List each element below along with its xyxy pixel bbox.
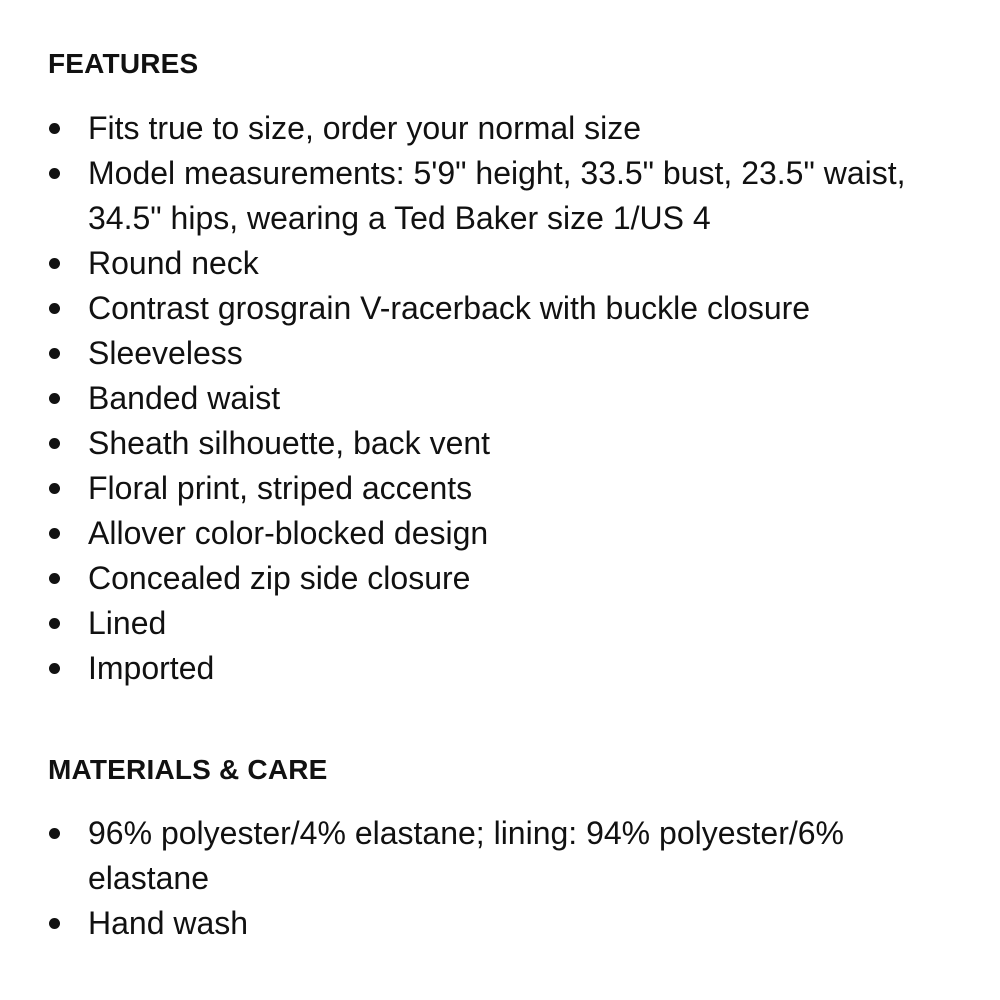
bullet-icon xyxy=(49,258,60,269)
bullet-icon xyxy=(49,303,60,314)
bullet-icon xyxy=(49,348,60,359)
feature-text: Allover color-blocked design xyxy=(88,515,489,551)
feature-item-waist xyxy=(0,376,1000,421)
feature-text: Imported xyxy=(88,650,215,686)
bullet-icon xyxy=(49,393,60,404)
features-list xyxy=(0,106,1000,691)
feature-item-lined xyxy=(0,601,1000,646)
feature-text: Model measurements: 5'9" height, 33.5" bust, 23.5" waist, 34.5" hips, wearing a Ted Baker size 1/US 4 xyxy=(88,155,906,236)
bullet-icon xyxy=(49,663,60,674)
feature-item-imported xyxy=(0,646,1000,691)
bullet-icon xyxy=(49,438,60,449)
feature-text: Sleeveless xyxy=(88,335,243,371)
bullet-icon xyxy=(49,918,60,929)
material-text: 96% polyester/4% elastane; lining: 94% polyester/6% elastane xyxy=(88,815,844,896)
materials-care-list xyxy=(0,811,1000,946)
feature-text: Lined xyxy=(88,605,167,641)
feature-text: Sheath silhouette, back vent xyxy=(88,425,491,461)
feature-text: Fits true to size, order your normal size xyxy=(88,110,642,146)
feature-item-print xyxy=(0,466,1000,511)
material-text: Hand wash xyxy=(88,905,249,941)
feature-item-silhouette xyxy=(0,421,1000,466)
feature-text: Contrast grosgrain V-racerback with buckle closure xyxy=(88,290,811,326)
bullet-icon xyxy=(49,528,60,539)
feature-item-neck xyxy=(0,241,1000,286)
bullet-icon xyxy=(49,618,60,629)
bullet-icon xyxy=(49,123,60,134)
feature-text: Concealed zip side closure xyxy=(88,560,471,596)
bullet-icon xyxy=(49,168,60,179)
bullet-icon xyxy=(49,828,60,839)
feature-item-racerback xyxy=(0,286,1000,331)
feature-item-closure xyxy=(0,556,1000,601)
bullet-icon xyxy=(49,483,60,494)
feature-item-fit xyxy=(0,106,1000,151)
feature-text: Floral print, striped accents xyxy=(88,470,473,506)
feature-item-sleeves xyxy=(0,331,1000,376)
feature-item-design xyxy=(0,511,1000,556)
feature-text: Banded waist xyxy=(88,380,281,416)
feature-text: Round neck xyxy=(88,245,259,281)
feature-item-model-measurements xyxy=(0,151,1000,241)
features-heading: FEATURES xyxy=(48,48,199,79)
materials-care-heading: MATERIALS & CARE xyxy=(48,754,328,785)
material-item-care xyxy=(0,901,1000,946)
material-item-composition xyxy=(0,811,1000,901)
bullet-icon xyxy=(49,573,60,584)
